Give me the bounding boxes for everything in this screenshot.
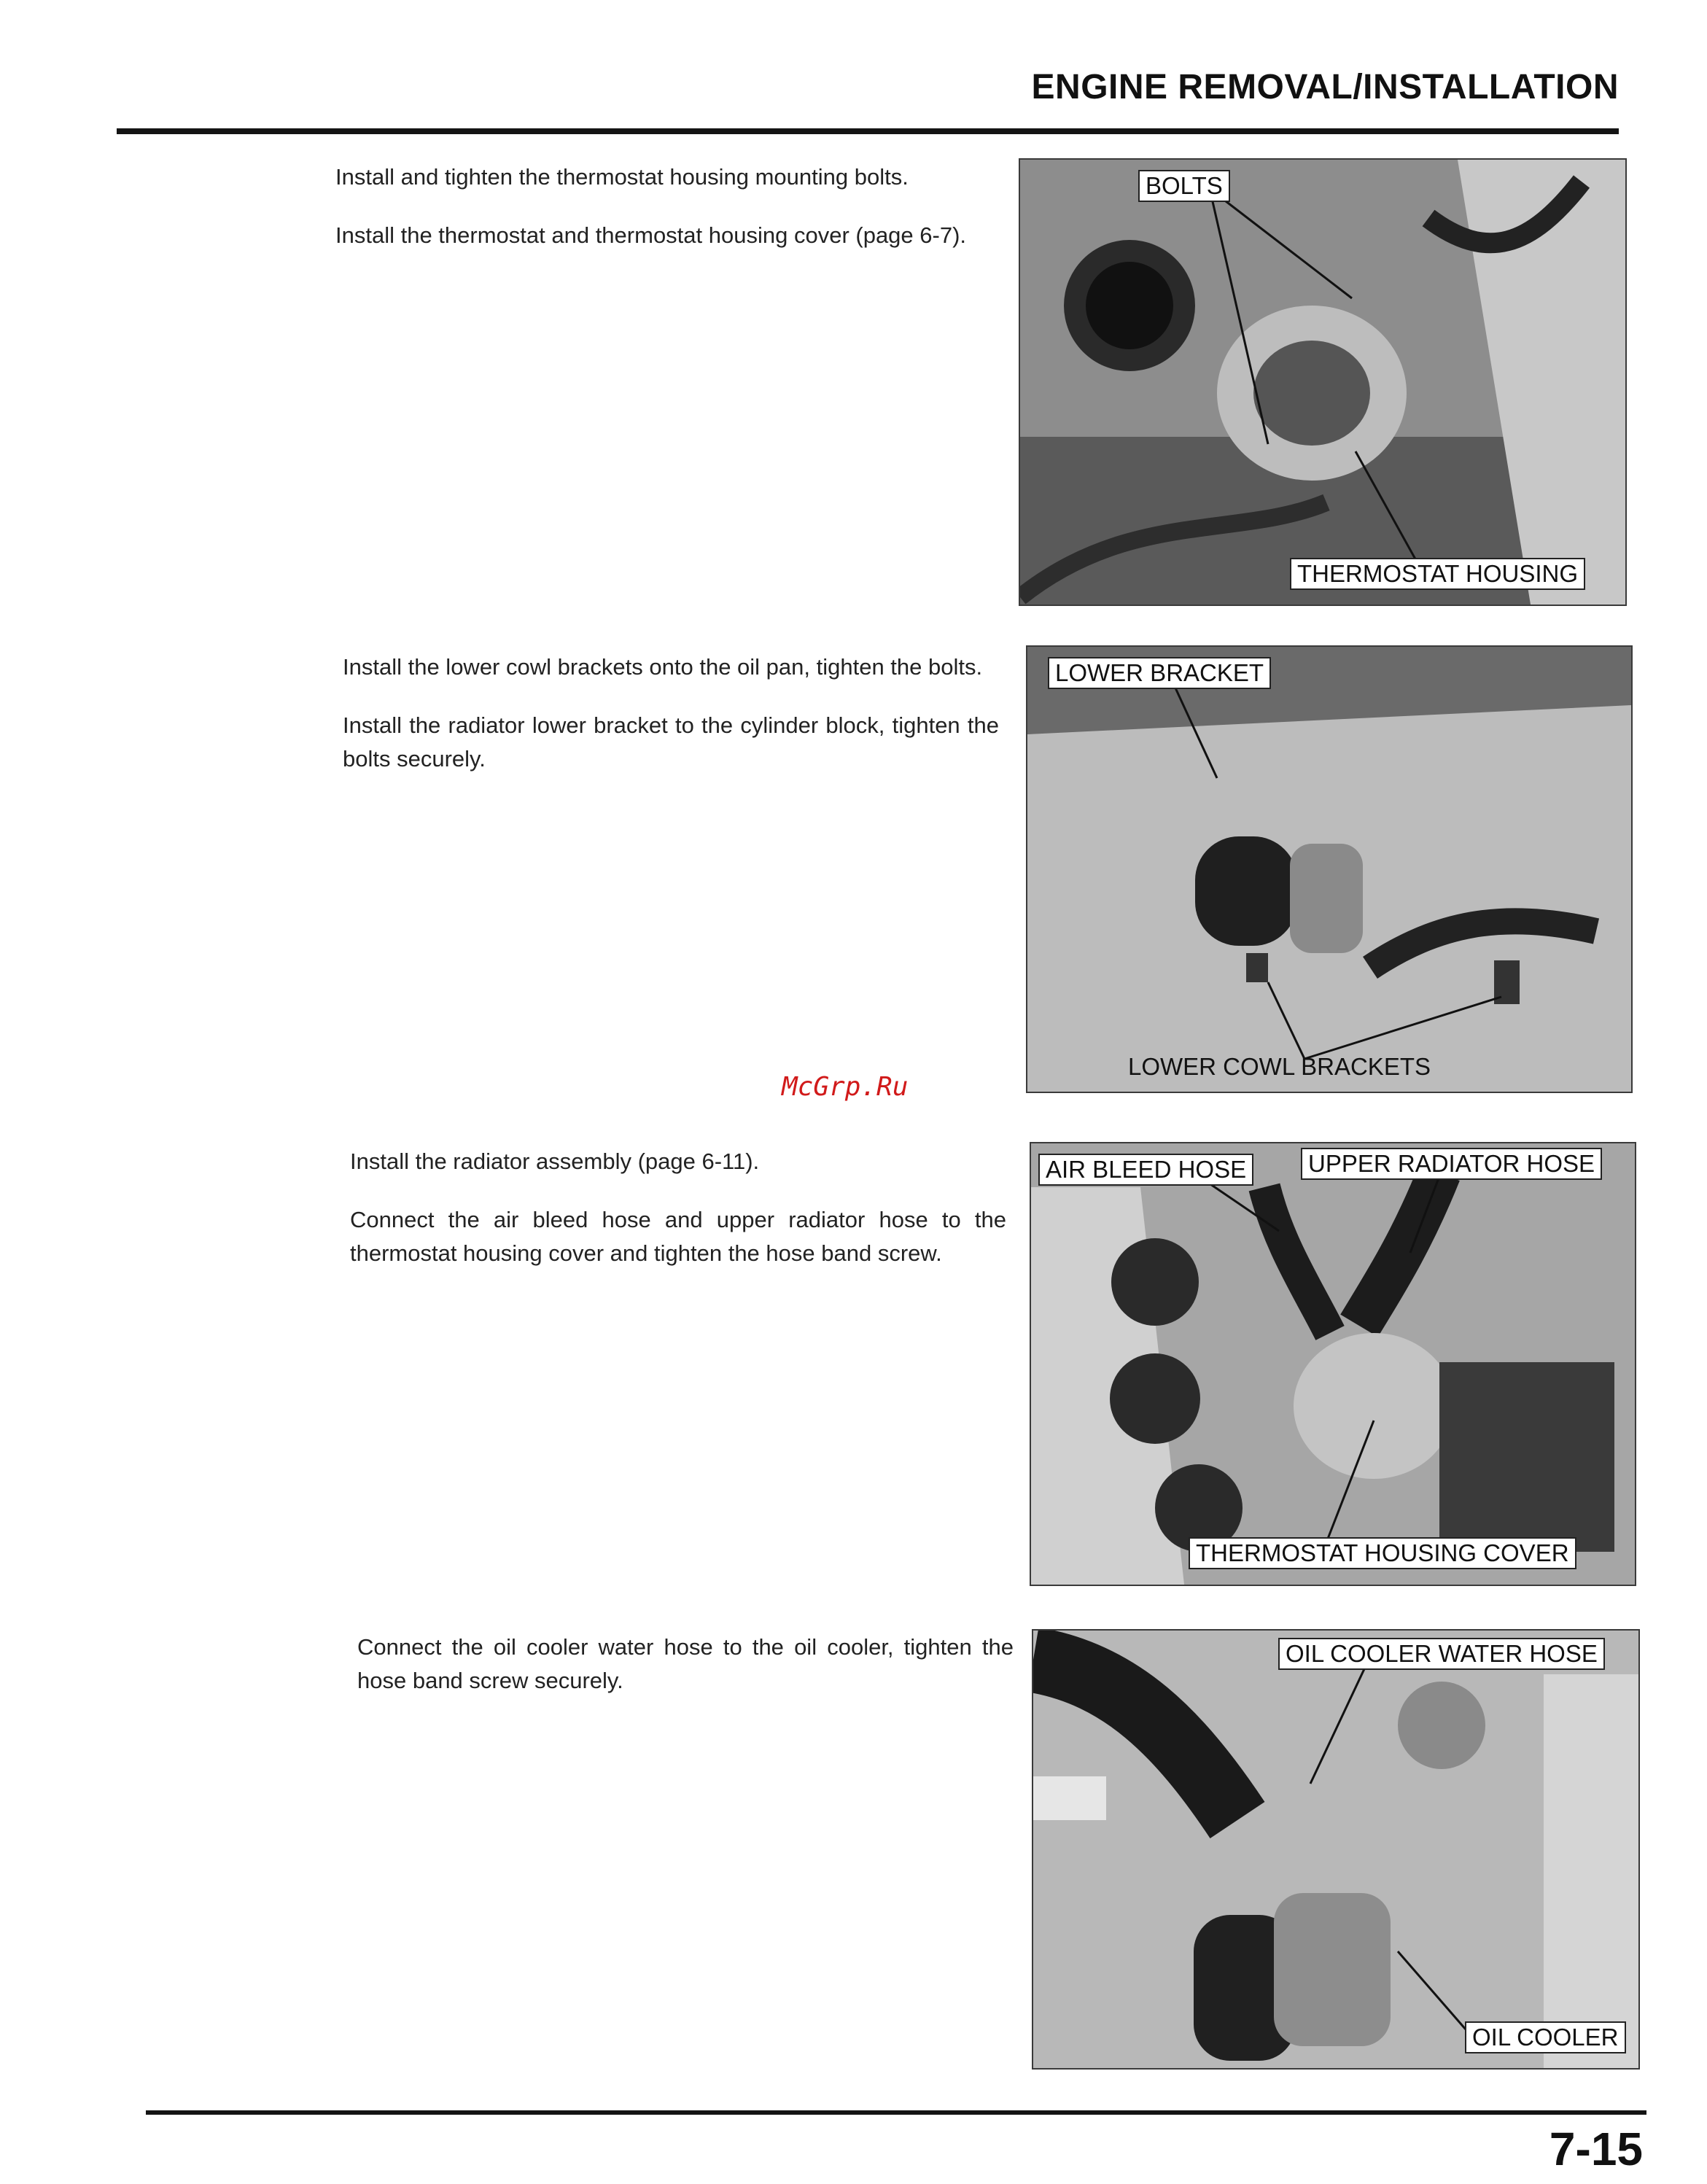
- lower-brackets-photo: [1026, 645, 1633, 1093]
- watermark: McGrp.Ru: [782, 1072, 909, 1102]
- step-1-paragraph-1: Install and tighten the thermostat housing mounting bolts.: [335, 164, 909, 190]
- footer-rule: [146, 2110, 1646, 2115]
- oil-cooler-photo: [1032, 1629, 1640, 2070]
- step-4-paragraph-1: Connect the oil cooler water hose to the oil cooler, tighten the hose band screw securely.: [357, 1634, 1014, 1693]
- callout-oil-cooler-water-hose: OIL COOLER WATER HOSE: [1278, 1638, 1605, 1670]
- step-4-text: [357, 1631, 1014, 1722]
- page-number: 7-15: [1549, 2123, 1643, 2175]
- step-3-paragraph-2: Connect the air bleed hose and upper radiator hose to the thermostat housing cover and tighten the hose band screw.: [350, 1207, 1006, 1266]
- callout-lower-bracket: LOWER BRACKET: [1048, 657, 1271, 689]
- callout-thermostat-housing-cover: THERMOSTAT HOUSING COVER: [1189, 1537, 1576, 1569]
- header-rule: [117, 128, 1619, 134]
- radiator-hoses-photo: [1030, 1142, 1636, 1586]
- thermostat-housing-photo: [1019, 158, 1627, 606]
- callout-upper-radiator-hose: UPPER RADIATOR HOSE: [1301, 1148, 1602, 1180]
- step-2-paragraph-2: Install the radiator lower bracket to the cylinder block, tighten the bolts securely.: [343, 712, 999, 772]
- step-2-paragraph-1: Install the lower cowl brackets onto the oil pan, tighten the bolts.: [343, 654, 983, 680]
- step-3-paragraph-1: Install the radiator assembly (page 6-11).: [350, 1149, 760, 1174]
- page-header-title: ENGINE REMOVAL/INSTALLATION: [1031, 68, 1619, 106]
- callout-lower-cowl-brackets: LOWER COWL BRACKETS: [1128, 1053, 1431, 1080]
- step-1-text: [335, 160, 992, 277]
- callout-oil-cooler: OIL COOLER: [1465, 2021, 1626, 2053]
- callout-thermostat-housing: THERMOSTAT HOUSING: [1290, 558, 1585, 590]
- callout-air-bleed-hose: AIR BLEED HOSE: [1038, 1154, 1253, 1186]
- step-2-text: [343, 650, 999, 801]
- step-1-paragraph-2: Install the thermostat and thermostat housing cover (page 6-7).: [335, 222, 967, 248]
- step-3-text: [350, 1145, 1006, 1295]
- callout-bolts: BOLTS: [1138, 170, 1230, 202]
